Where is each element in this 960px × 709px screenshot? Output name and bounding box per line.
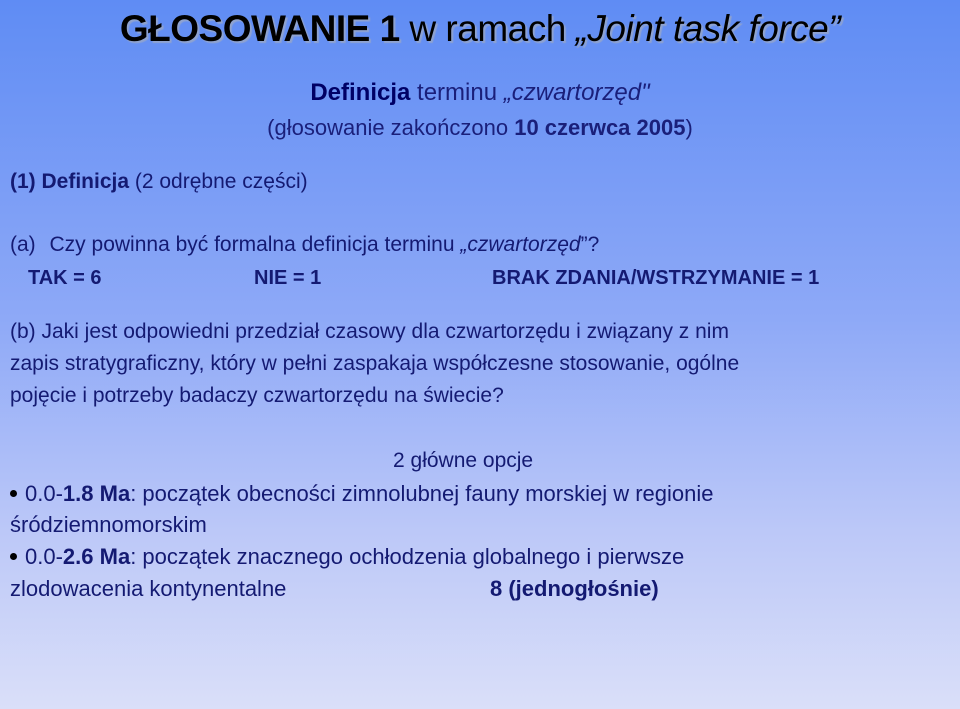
page-title	[0, 8, 960, 50]
question-a-end: ”?	[580, 233, 600, 256]
title-mid: w ramach	[399, 8, 576, 49]
option-2	[10, 544, 684, 570]
question-b-line3: pojęcie i potrzeby badaczy czwartorzędu na świecie?	[10, 384, 504, 407]
option-2-a: 0.0-	[25, 544, 63, 569]
vote-brak: BRAK ZDANIA/WSTRZYMANIE = 1	[492, 267, 820, 289]
vote-info	[0, 115, 960, 141]
option-2-b: 2.6 Ma	[62, 544, 131, 569]
question-a-text: Czy powinna być formalna definicja terminu	[49, 233, 461, 256]
title-end: ”	[828, 8, 841, 49]
vote-tak: TAK = 6	[28, 267, 102, 289]
title-italic: Joint task force	[587, 8, 829, 49]
option-2-line2: zlodowacenia kontynentalne	[10, 576, 287, 601]
title-quote: „	[575, 8, 588, 49]
option-2-c: : początek znacznego ochłodzenia globalnego i pierwsze	[130, 544, 685, 569]
question-a-label: (a)	[10, 233, 36, 256]
question-a-italic: „czwartorzęd	[460, 233, 581, 256]
option-1	[10, 481, 714, 507]
title-bold: GŁOSOWANIE 1	[119, 8, 400, 49]
option-1-b: 1.8 Ma	[62, 481, 131, 506]
subtitle	[0, 79, 960, 107]
section-heading	[10, 170, 308, 194]
subtitle-italic: „czwartorzęd"	[503, 79, 650, 106]
option-1-c: : początek obecności zimnolubnej fauny morskiej w regionie	[130, 481, 714, 506]
bullet-icon	[10, 490, 17, 497]
question-a	[10, 233, 599, 257]
question-b-line2: zapis stratygraficzny, który w pełni zaspakaja współczesne stosowanie, ogólne	[10, 352, 740, 375]
vote-result: 8 (jednogłośnie)	[490, 576, 659, 601]
option-1-line2: śródziemnomorskim	[10, 512, 207, 537]
vote-nie: NIE = 1	[254, 267, 322, 289]
vote-date: 10 czerwca 2005	[514, 115, 686, 140]
section-heading-rest: (2 odrębne części)	[129, 170, 308, 193]
question-b-line1: (b) Jaki jest odpowiedni przedział czasowy dla czwartorzędu i związany z nim	[10, 320, 729, 343]
vote-close: )	[685, 115, 693, 140]
bullet-icon	[10, 553, 17, 560]
subtitle-bold: Definicja	[310, 79, 411, 106]
subtitle-rest: terminu	[410, 79, 504, 106]
options-heading: 2 główne opcje	[393, 449, 534, 472]
vote-open: (głosowanie zakończono	[267, 115, 515, 140]
section-heading-bold: (1) Definicja	[10, 170, 130, 193]
option-1-a: 0.0-	[25, 481, 63, 506]
